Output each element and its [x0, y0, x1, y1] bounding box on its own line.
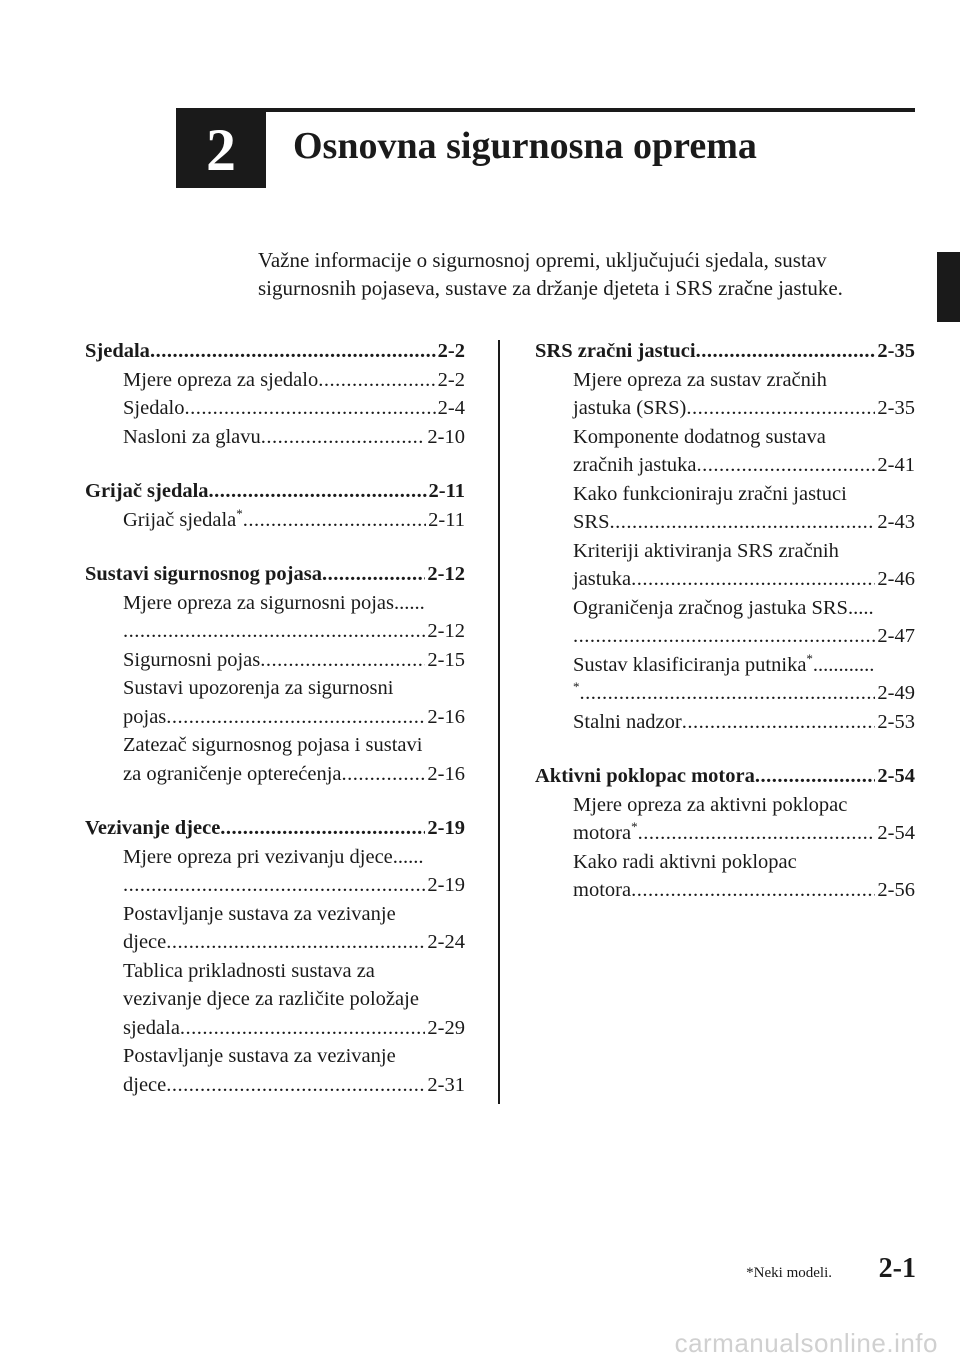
- toc-entry-text-part: Mjere opreza za sigurnosni pojas......: [123, 591, 425, 614]
- toc-entry-text-part: Kako radi aktivni poklopac: [573, 850, 797, 873]
- toc-heading-title: Grijač sjedala: [85, 480, 209, 502]
- toc-entry-page: 2-19: [427, 874, 465, 896]
- dot-leader: [631, 565, 875, 594]
- toc-entry-text-part: motora: [573, 879, 632, 901]
- dot-leader: [260, 646, 425, 675]
- toc-entry-text-part: Sustavi upozorenja za sigurnosni: [123, 677, 394, 699]
- toc-heading-title: Aktivni poklopac motora: [535, 765, 755, 787]
- dot-leader: [261, 423, 426, 452]
- dot-leader: [123, 617, 425, 646]
- toc-entry-text: [123, 731, 422, 760]
- toc-entry-text: [573, 708, 682, 737]
- toc-entry-text: [573, 819, 638, 848]
- toc-entry: [535, 876, 915, 905]
- toc-entry: [85, 646, 465, 675]
- toc-entry-text-part: jastuka (SRS): [573, 397, 687, 419]
- toc-entry-page: 2-35: [877, 397, 915, 419]
- toc-heading-page: 2-2: [437, 340, 465, 362]
- toc-entry-text: [573, 423, 826, 452]
- toc-heading: [535, 337, 915, 366]
- dot-leader: [686, 394, 875, 423]
- toc-entry-text-part: pojas: [123, 705, 167, 728]
- toc-entry: [535, 594, 915, 623]
- toc-entry-text-part: Sustav klasificiranja putnika: [573, 653, 807, 676]
- toc-entry: [535, 679, 915, 708]
- toc-entry-text-part: Sigurnosni pojas: [123, 648, 261, 671]
- toc-entry-page: 2-16: [427, 705, 465, 728]
- dot-leader: [166, 928, 425, 957]
- toc-entry: [535, 394, 915, 423]
- toc-entry: [85, 731, 465, 760]
- dot-leader: [697, 451, 876, 480]
- dot-leader: [609, 508, 875, 537]
- toc-entry-text: [573, 791, 847, 820]
- toc-entry-page: 2-41: [877, 454, 915, 476]
- toc-entry-page: 2-29: [427, 1016, 465, 1039]
- toc-entry-text: [573, 848, 797, 877]
- toc-entry-text-part: Tablica prikladnosti sustava za: [123, 959, 375, 982]
- toc-entry: [85, 871, 465, 900]
- toc-entry-text: [573, 480, 847, 509]
- toc-entry: [85, 928, 465, 957]
- chapter-title: Osnovna sigurnosna oprema: [293, 125, 757, 167]
- toc-entry: [535, 537, 915, 566]
- toc-entry-text-part: djece: [123, 931, 167, 953]
- chapter-number: 2: [206, 117, 236, 183]
- toc-entry: [535, 451, 915, 480]
- toc-entry: [85, 760, 465, 789]
- dot-leader: [638, 819, 876, 848]
- toc-heading-title: Vezivanje djece: [85, 817, 221, 839]
- dot-leader: [580, 679, 876, 708]
- toc-entry-text: [123, 646, 260, 675]
- toc-entry: [85, 394, 465, 423]
- toc-entry-text-part: Zatezač sigurnosnog pojasa i sustavi: [123, 734, 423, 756]
- toc-entry-page: 2-31: [427, 1073, 465, 1096]
- top-rule: [176, 108, 915, 112]
- toc-entry-page: 2-43: [877, 511, 915, 533]
- toc-heading: [85, 477, 465, 506]
- toc-entry: [535, 565, 915, 594]
- toc-entry-page: 2-56: [877, 879, 915, 901]
- toc-entry-page: 2-46: [877, 568, 915, 590]
- toc-heading: [535, 762, 915, 791]
- toc-entry: [85, 900, 465, 929]
- toc-section: [85, 337, 465, 451]
- column-divider: [498, 340, 500, 1104]
- toc-entry: [85, 843, 465, 872]
- toc-entry-text: [573, 565, 631, 594]
- toc-entry-text-part: Sjedalo: [123, 397, 185, 419]
- toc-entry-page: 2-12: [427, 620, 465, 642]
- toc-entry-text: [123, 1042, 396, 1071]
- toc-entry-text: [123, 1014, 180, 1043]
- toc-entry-page: 2-49: [877, 682, 915, 704]
- toc-entry: [85, 985, 465, 1014]
- toc-entry: [535, 480, 915, 509]
- toc-entry: [85, 617, 465, 646]
- toc-entry-page: 2-10: [427, 425, 465, 448]
- toc-entry: [535, 508, 915, 537]
- toc-entry: [85, 1071, 465, 1100]
- chapter-side-tab: [937, 252, 960, 322]
- footnote: *Neki modeli.: [746, 1265, 832, 1281]
- toc-entry: [85, 1042, 465, 1071]
- toc-entry-text: [123, 589, 425, 618]
- toc-entry-text-part: za ograničenje opterećenja: [123, 762, 342, 785]
- asterisk-mark: *: [573, 679, 580, 695]
- toc-entry-text: [123, 760, 342, 789]
- toc-entry-text-part: vezivanje djece za različite položaje: [123, 988, 419, 1010]
- toc-section: [535, 762, 915, 905]
- toc-entry-page: 2-24: [427, 931, 465, 953]
- toc-entry-page: 2-4: [437, 397, 465, 419]
- dot-leader: [573, 622, 875, 651]
- toc-entry: [535, 819, 915, 848]
- toc-entry-text: [123, 1071, 166, 1100]
- toc-entry-text-part: Nasloni za glavu: [123, 425, 261, 448]
- toc-entry-text: [123, 506, 243, 535]
- dot-leader: [342, 760, 426, 789]
- toc-entry-text-part: Kriteriji aktiviranja SRS zračnih: [573, 539, 839, 562]
- toc-entry: [535, 791, 915, 820]
- toc-entry-text-part: Stalni nadzor: [573, 710, 682, 733]
- toc-entry-text: [123, 674, 393, 703]
- toc-entry-text: [573, 594, 874, 623]
- toc-entry-text: [123, 985, 419, 1014]
- watermark: carmanualsonline.info: [674, 1328, 938, 1358]
- toc-entry: [85, 423, 465, 452]
- toc-heading-page: 2-54: [877, 765, 915, 787]
- intro-line: Važne informacije o sigurnosnoj opremi, uključujući sjedala, sustav: [258, 248, 827, 272]
- toc-entry-text: [573, 537, 839, 566]
- toc-heading-page: 2-12: [427, 563, 465, 585]
- toc-entry: [535, 651, 915, 680]
- asterisk-mark: *: [806, 650, 813, 666]
- toc-entry-text: [123, 703, 166, 732]
- dot-leader: [150, 337, 436, 366]
- dot-leader: [682, 708, 876, 737]
- chapter-intro: [258, 246, 918, 302]
- toc-heading-page: 2-11: [428, 480, 465, 502]
- toc-entry-text: [573, 451, 697, 480]
- toc-section: [85, 560, 465, 788]
- toc-entry: [85, 506, 465, 535]
- intro-line: sigurnosnih pojaseva, sustave za držanje djeteta i SRS zračne jastuke.: [258, 276, 843, 300]
- toc-entry-text-part: jastuka: [573, 568, 632, 590]
- toc-entry-text: [123, 900, 396, 929]
- toc-entry-text-part: Mjere opreza za sustav zračnih: [573, 368, 827, 391]
- dot-leader: [631, 876, 875, 905]
- toc-heading-page: 2-35: [877, 340, 915, 362]
- toc-heading-title: Sustavi sigurnosnog pojasa: [85, 563, 322, 585]
- toc-entry-text-part: Kako funkcioniraju zračni jastuci: [573, 482, 847, 505]
- dot-leader: [322, 560, 425, 589]
- toc-entry-text-part: zračnih jastuka: [573, 454, 697, 476]
- toc-entry-text: [123, 394, 185, 423]
- toc-entry-text: [573, 394, 686, 423]
- toc-entry: [535, 708, 915, 737]
- page-number: 2-1: [878, 1253, 916, 1284]
- toc-entry: [85, 366, 465, 395]
- toc-entry: [535, 622, 915, 651]
- toc-entry: [85, 674, 465, 703]
- toc-entry: [85, 1014, 465, 1043]
- toc-entry-text-part: motora: [573, 822, 632, 844]
- chapter-number-box: [176, 112, 266, 188]
- toc-section: [85, 477, 465, 534]
- toc-entry-page: 2-11: [428, 508, 465, 531]
- toc-entry-text: [123, 928, 166, 957]
- toc-section: [85, 814, 465, 1099]
- toc-entry: [535, 366, 915, 395]
- toc-heading: [85, 814, 465, 843]
- toc-entry: [85, 957, 465, 986]
- toc-heading-title: SRS zračni jastuci: [535, 340, 696, 362]
- toc-entry-text-part: Grijač sjedala: [123, 508, 237, 531]
- dot-leader: [185, 394, 436, 423]
- toc-entry-text: [123, 366, 318, 395]
- toc-entry-text-part: Mjere opreza za sjedalo: [123, 368, 319, 391]
- toc-right-column: [535, 337, 915, 931]
- toc-section: [535, 337, 915, 736]
- toc-entry-text: [123, 957, 375, 986]
- toc-entry-text-part: djece: [123, 1073, 167, 1096]
- asterisk-mark: *: [236, 505, 243, 521]
- toc-entry-text: [573, 508, 609, 537]
- toc-entry-page: 2-53: [877, 710, 915, 733]
- toc-entry-text-part: Komponente dodatnog sustava: [573, 425, 826, 448]
- toc-entry-text-part: SRS: [573, 511, 610, 533]
- dot-leader: [209, 477, 427, 506]
- dot-leader: [318, 366, 435, 395]
- toc-entry: [535, 848, 915, 877]
- dot-leader: [166, 1071, 425, 1100]
- toc-entry: [85, 703, 465, 732]
- toc-entry-page: 2-54: [877, 822, 915, 844]
- dot-leader: [243, 506, 426, 535]
- dot-leader: [696, 337, 876, 366]
- asterisk-mark: *: [631, 819, 638, 835]
- toc-heading: [85, 337, 465, 366]
- toc-entry-text: [573, 876, 631, 905]
- toc-entry-page: 2-2: [437, 368, 465, 391]
- dot-leader: [166, 703, 425, 732]
- toc-entry: [535, 423, 915, 452]
- dot-leader: [123, 871, 425, 900]
- dot-leader: [755, 762, 876, 791]
- toc-entry-text: [123, 843, 424, 872]
- toc-entry: [85, 589, 465, 618]
- toc-entry-page: 2-16: [427, 762, 465, 785]
- toc-entry-text-part: Mjere opreza pri vezivanju djece......: [123, 845, 424, 868]
- toc-heading: [85, 560, 465, 589]
- toc-entry-text-part: Postavljanje sustava za vezivanje: [123, 902, 396, 925]
- toc-heading-page: 2-19: [427, 817, 465, 839]
- toc-entry-text-part: Ograničenja zračnog jastuka SRS.....: [573, 596, 874, 619]
- toc-entry-text: [573, 651, 874, 680]
- toc-entry-text: [123, 423, 261, 452]
- trail-dots: ............: [812, 653, 875, 676]
- toc-entry-text-part: Postavljanje sustava za vezivanje: [123, 1045, 396, 1067]
- toc-entry-text-part: Mjere opreza za aktivni poklopac: [573, 793, 848, 816]
- toc-entry-text-part: sjedala: [123, 1016, 180, 1039]
- toc-entry-page: 2-15: [427, 648, 465, 671]
- dot-leader: [180, 1014, 426, 1043]
- dot-leader: [220, 814, 425, 843]
- toc-heading-title: Sjedala: [85, 340, 150, 362]
- toc-entry-page: 2-47: [877, 625, 915, 647]
- toc-entry-text: [573, 366, 827, 395]
- toc-left-column: [85, 337, 465, 1125]
